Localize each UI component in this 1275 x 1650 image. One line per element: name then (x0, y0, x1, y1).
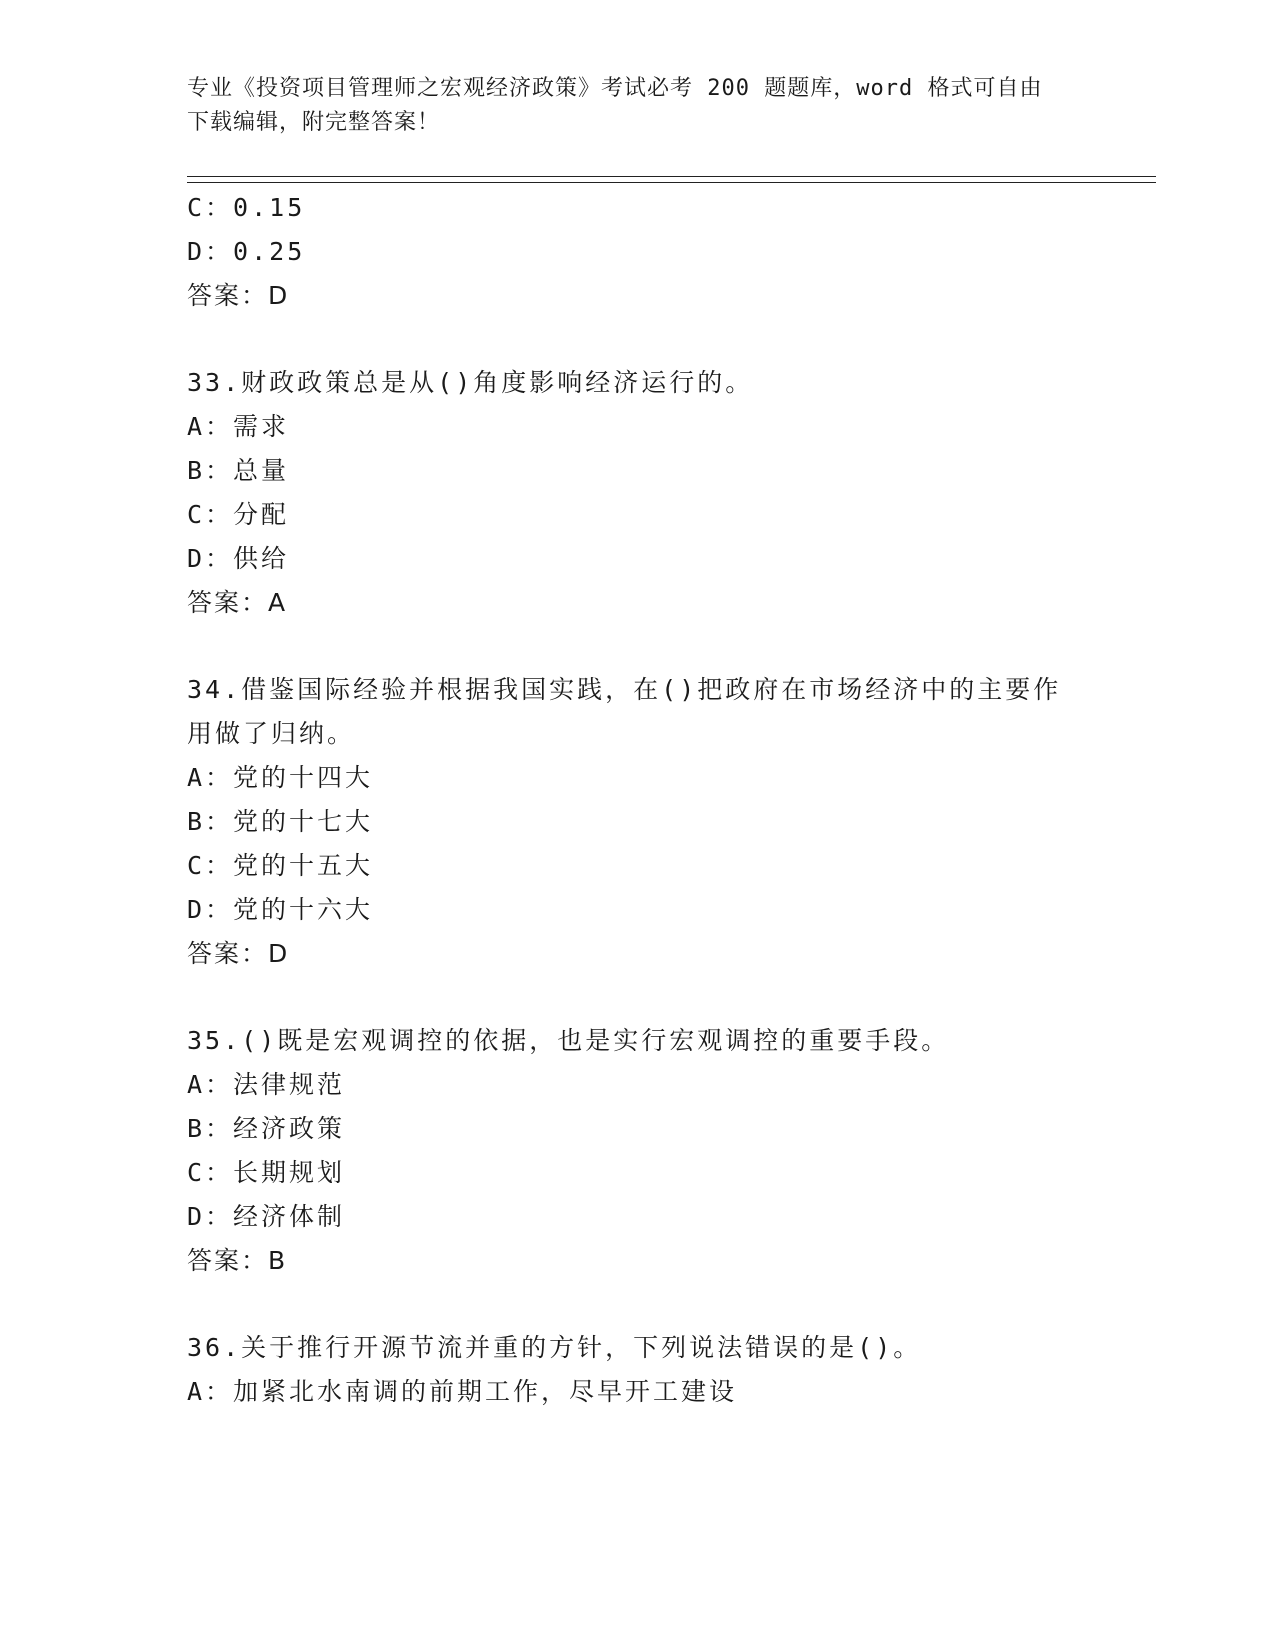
question-34-option-c: C：党的十五大 (187, 851, 374, 880)
question-33-option-c: C：分配 (187, 500, 290, 529)
header-divider-bottom (187, 182, 1156, 183)
question-34-option-a: A：党的十四大 (187, 763, 374, 792)
option-c-prev: C：0.15 (187, 193, 306, 222)
header-line-1: 专业《投资项目管理师之宏观经济政策》考试必考 200 题题库，word 格式可自由 (187, 76, 1043, 101)
header-divider-top (187, 176, 1156, 177)
question-35-option-a: A：法律规范 (187, 1070, 346, 1099)
header-line-2: 下载编辑，附完整答案！ (187, 110, 441, 135)
question-36-option-a: A：加紧北水南调的前期工作，尽早开工建设 (187, 1377, 738, 1406)
question-33-option-d: D：供给 (187, 544, 290, 573)
question-34-stem-line-1: 34.借鉴国际经验并根据我国实践，在()把政府在市场经济中的主要作 (187, 675, 1062, 704)
document-header (187, 72, 1087, 140)
question-33-option-a: A：需求 (187, 412, 290, 441)
question-35-option-d: D：经济体制 (187, 1202, 346, 1231)
question-33-option-b: B：总量 (187, 456, 290, 485)
question-34-stem-line-2: 用做了归纳。 (187, 719, 356, 748)
question-35-answer: 答案：B (187, 1246, 288, 1275)
question-35-stem: 35.()既是宏观调控的依据，也是实行宏观调控的重要手段。 (187, 1026, 950, 1055)
question-35-option-b: B：经济政策 (187, 1114, 346, 1143)
option-d-prev: D：0.25 (187, 237, 306, 266)
answer-prev: 答案：D (187, 281, 290, 310)
question-35-option-c: C：长期规划 (187, 1158, 346, 1187)
question-33-stem: 33.财政政策总是从()角度影响经济运行的。 (187, 368, 754, 397)
question-33-answer: 答案：A (187, 588, 288, 617)
question-34-option-b: B：党的十七大 (187, 807, 374, 836)
question-36-stem: 36.关于推行开源节流并重的方针，下列说法错误的是()。 (187, 1333, 922, 1362)
question-34-answer: 答案：D (187, 939, 290, 968)
question-34-option-d: D：党的十六大 (187, 895, 374, 924)
